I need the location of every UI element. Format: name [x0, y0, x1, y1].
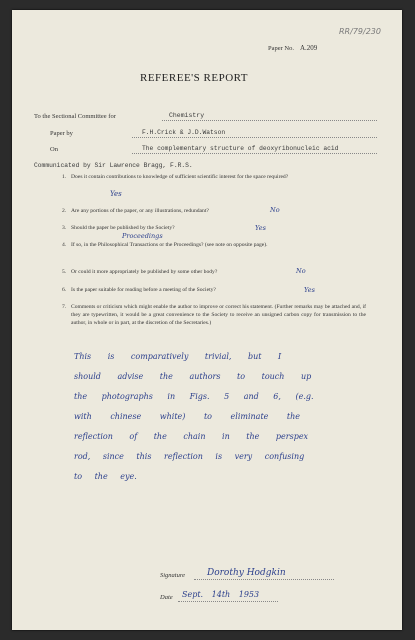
signature-label: Signature [160, 572, 186, 579]
question-text: Does it contain contributions to knowledge of sufficient scientific interest for the space required? [71, 174, 289, 180]
comment-line-2: should advise the authors to touch up [74, 372, 312, 381]
date-value: Sept. 14th 1953 [182, 590, 260, 599]
question-text: Are any portions of the paper, or any illustrations, redundant? [71, 208, 209, 214]
comment-line-5: reflection of the chain in the perspex [74, 432, 309, 441]
committee-value: Chemistry [169, 112, 205, 119]
paper-number-label: Paper No. [268, 45, 294, 52]
question-text: If so, in the Philosophical Transactions or the Proceedings? (see note on opposite page). [71, 242, 268, 248]
question-2 [62, 207, 367, 216]
question-7 [62, 303, 367, 343]
answer-5: No [296, 267, 306, 275]
answer-1: Yes [110, 190, 122, 198]
answer-2: No [270, 206, 280, 214]
paper-by-value: F.H.Crick & J.D.Watson [142, 129, 226, 136]
signature-line [194, 579, 334, 580]
answer-4: Proceedings [122, 232, 163, 240]
comment-line-7: to the eye. [74, 472, 137, 481]
communicated-by: Communicated by Sir Lawrence Bragg, F.R.S. [34, 162, 193, 169]
question-text: Comments or criticism which might enable the author to improve or correct his statement. (Further remarks may be attached and, if they are typewritten, it would be a great convenience to the Society to receive an unsigned carbon copy for transmission to the author, in whole or in part, at the discretion of the Secretaries.) [71, 304, 366, 326]
comment-line-4: with chinese white) to eliminate the [74, 412, 301, 421]
paper-by-label: Paper by [50, 130, 73, 137]
question-number: 2. [62, 208, 67, 214]
question-number: 6. [62, 287, 67, 293]
question-5 [62, 268, 367, 277]
question-3 [62, 224, 367, 233]
paper-by-line [132, 137, 377, 138]
signature-value: Dorothy Hodgkin [207, 568, 286, 578]
report-sheet [12, 10, 402, 630]
archive-reference: RR/79/230 [339, 27, 381, 36]
question-number: 3. [62, 225, 67, 231]
committee-label: To the Sectional Committee for [34, 113, 116, 120]
question-number: 4. [62, 242, 67, 248]
question-number: 7. [62, 304, 67, 310]
on-label: On [50, 146, 58, 153]
question-6 [62, 286, 367, 295]
question-number: 1. [62, 174, 67, 180]
page-title: REFEREE'S REPORT [140, 72, 249, 84]
question-text: Or could it more appropriately be published by some other body? [71, 269, 218, 275]
on-line [132, 153, 377, 154]
question-number: 5. [62, 269, 67, 275]
on-value: The complementary structure of deoxyribonucleic acid [142, 145, 339, 152]
comment-line-1: This is comparatively trivial, but I [74, 352, 282, 361]
answer-6: Yes [304, 286, 315, 294]
date-label: Date [160, 594, 173, 601]
paper-number-value: A.209 [300, 44, 318, 52]
question-4 [62, 241, 367, 259]
comment-line-6: rod, since this reflection is very confusing [74, 452, 305, 461]
answer-3: Yes [255, 224, 266, 232]
question-text: Is the paper suitable for reading before a meeting of the Society? [71, 287, 216, 293]
question-1 [62, 173, 367, 191]
comment-line-3: the photographs in Figs. 5 and 6, (e.g. [74, 392, 314, 401]
date-line [178, 601, 278, 602]
question-text: Should the paper be published by the Society? [71, 225, 175, 231]
committee-line [162, 120, 377, 121]
